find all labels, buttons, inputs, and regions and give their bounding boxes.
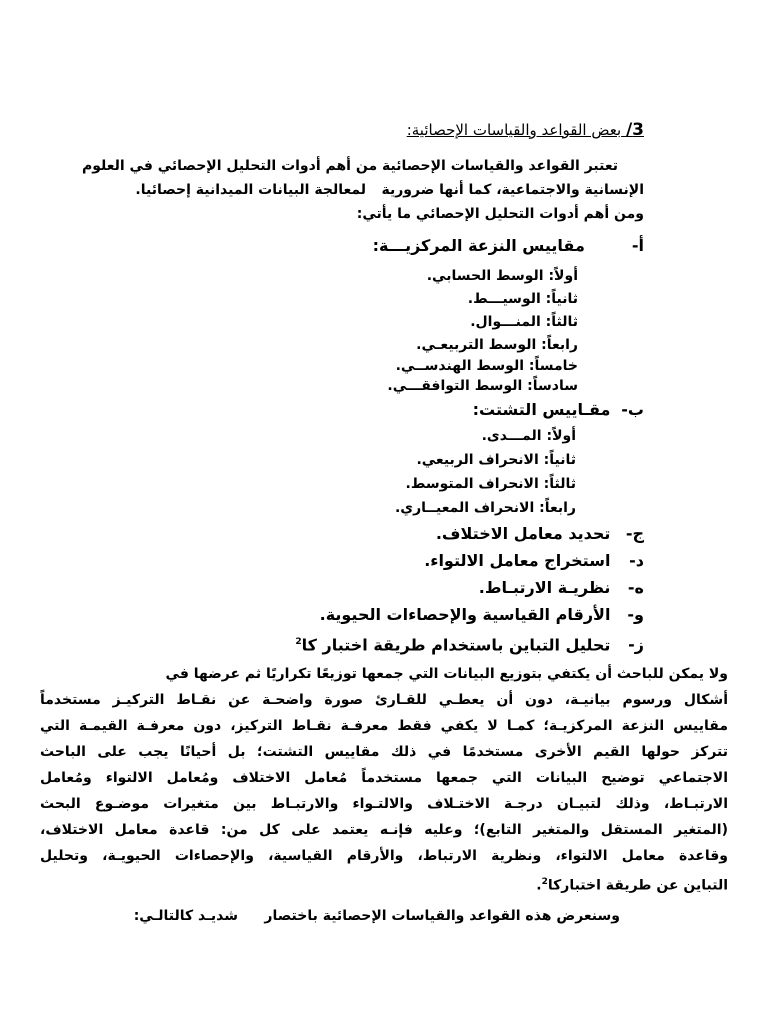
section-b-item-3: ثالثاً: الانحراف المتوسط. [405, 476, 576, 492]
list-marker: ز- [628, 635, 644, 655]
list-marker: و- [627, 605, 644, 624]
section-b-item-1: أولاً: المـــدى. [481, 428, 576, 444]
paragraph-line-7: (المتغير المستقل والمتغير التابع)؛ وعليه فإنـه يعتمد على كل من: قاعدة معامل الاختلاف، [40, 822, 728, 838]
section-b-item-4: رابعاً: الانحراف المعيــاري. [394, 500, 576, 516]
paragraph-line-1: ولا يمكن للباحث أن يكتفي بتوزيع البيانات التي جمعها توزيعًا تكراريًا ثم عرضها في [165, 666, 728, 682]
section-a-heading [373, 236, 644, 256]
intro-line-1: تعتبر القواعد والقياسات الإحصائية من أهم أدوات التحليل الإحصائي في العلوم [81, 158, 618, 174]
paragraph-line-5: الاجتماعي توضيح البيانات التي جمعها مستخدماً مُعامل الاختلاف ومُعامل الالتواء ومُعامل [40, 770, 728, 786]
list-marker: ج- [625, 524, 644, 543]
section-a-item-3: ثالثاً: المنـــوال. [470, 314, 578, 330]
paragraph-superscript: 2 [541, 877, 548, 887]
intro-line-3: ومن أهم أدوات التحليل الإحصائي ما يأتي: [356, 206, 644, 222]
section-b-title: مقـاييس التشتت: [472, 400, 611, 419]
list-item-h [479, 578, 644, 598]
closing-line-a: وسنعرض هذه القواعد والقياسات الإحصائية باختصار [264, 908, 620, 924]
paragraph-line-6: الارتبـاط، وذلك لتبيـان درجـة الاختـلاف والالتـواء والارتبـاط بين متغيرات موضـوع البحث [40, 796, 728, 812]
section-b-item-2: ثانياً: الانحراف الربيعي. [416, 452, 576, 468]
list-text: تحليل التباين باستخدام طريقة اختبار كا [301, 635, 611, 655]
list-text: استخراج معامل الالتواء. [424, 551, 611, 570]
section-b-heading [473, 400, 644, 420]
section-b-marker: ب- [621, 400, 644, 419]
section-heading [407, 120, 644, 140]
heading-title: بعض القواعد والقياسات الإحصائية: [406, 121, 622, 139]
list-item-j [436, 524, 644, 544]
paragraph-line-9 [536, 872, 728, 896]
section-a-item-2: ثانياً: الوسيـــط. [467, 291, 578, 307]
paragraph-last-text: التباين عن طريقة اختباركا [547, 877, 728, 894]
closing-line-b: شديـد كالتالـي: [133, 908, 238, 924]
list-item-d [424, 551, 644, 571]
list-text: الأرقام القياسية والإحصاءات الحيوية. [319, 605, 611, 624]
section-a-item-6: سادساً: الوسط التوافقـــي. [387, 378, 578, 394]
paragraph-line-4: تتركز حولها القيم الأخرى مستخدمًا في ذلك مقاييس التشتت؛ بل أحيانًا يجب على الباحث [40, 744, 728, 760]
paragraph-line-3: مقاييس النزعة المركزيـة؛ كمـا لا يكفي فقط معرفـة نقـاط التركيز، دون معرفـة القيمـة التي [40, 718, 728, 734]
list-text: نظريـة الارتبـاط. [478, 578, 611, 597]
list-item-z [295, 632, 644, 655]
section-a-title: مقاييس النزعة المركزيـــة: [372, 236, 585, 255]
section-a-item-4: رابعاً: الوسط التربيعـي. [416, 337, 578, 353]
list-text: تحديد معامل الاختلاف. [435, 524, 611, 543]
paragraph-line-2: أشكال ورسوم بيانيـة، دون أن يعطـي للقـارئ صورة واضحـة عن نقـاط التركيـز مستخدماً [40, 692, 728, 708]
intro-line-2b: لمعالجة البيانات الميدانية إحصائيا. [135, 182, 366, 198]
section-a-item-1: أولاً: الوسط الحسابي. [426, 268, 578, 284]
paragraph-line-8: وقاعدة معامل الالتواء، ونظرية الارتباط، والأرقام القياسية، والإحصاءات الحيويـة، وتحليل [40, 848, 728, 864]
intro-line-2a: الإنسانية والاجتماعية، كما أنها ضرورية [381, 182, 644, 198]
list-superscript: 2 [295, 637, 302, 647]
section-a-item-5: خامساً: الوسط الهندســي. [395, 358, 578, 374]
heading-number: 3/ [625, 120, 644, 140]
paragraph-period: . [536, 877, 542, 894]
list-item-w [320, 605, 644, 625]
list-marker: د- [629, 551, 644, 570]
section-a-marker: أ- [631, 236, 644, 255]
list-marker: ه- [627, 578, 644, 597]
